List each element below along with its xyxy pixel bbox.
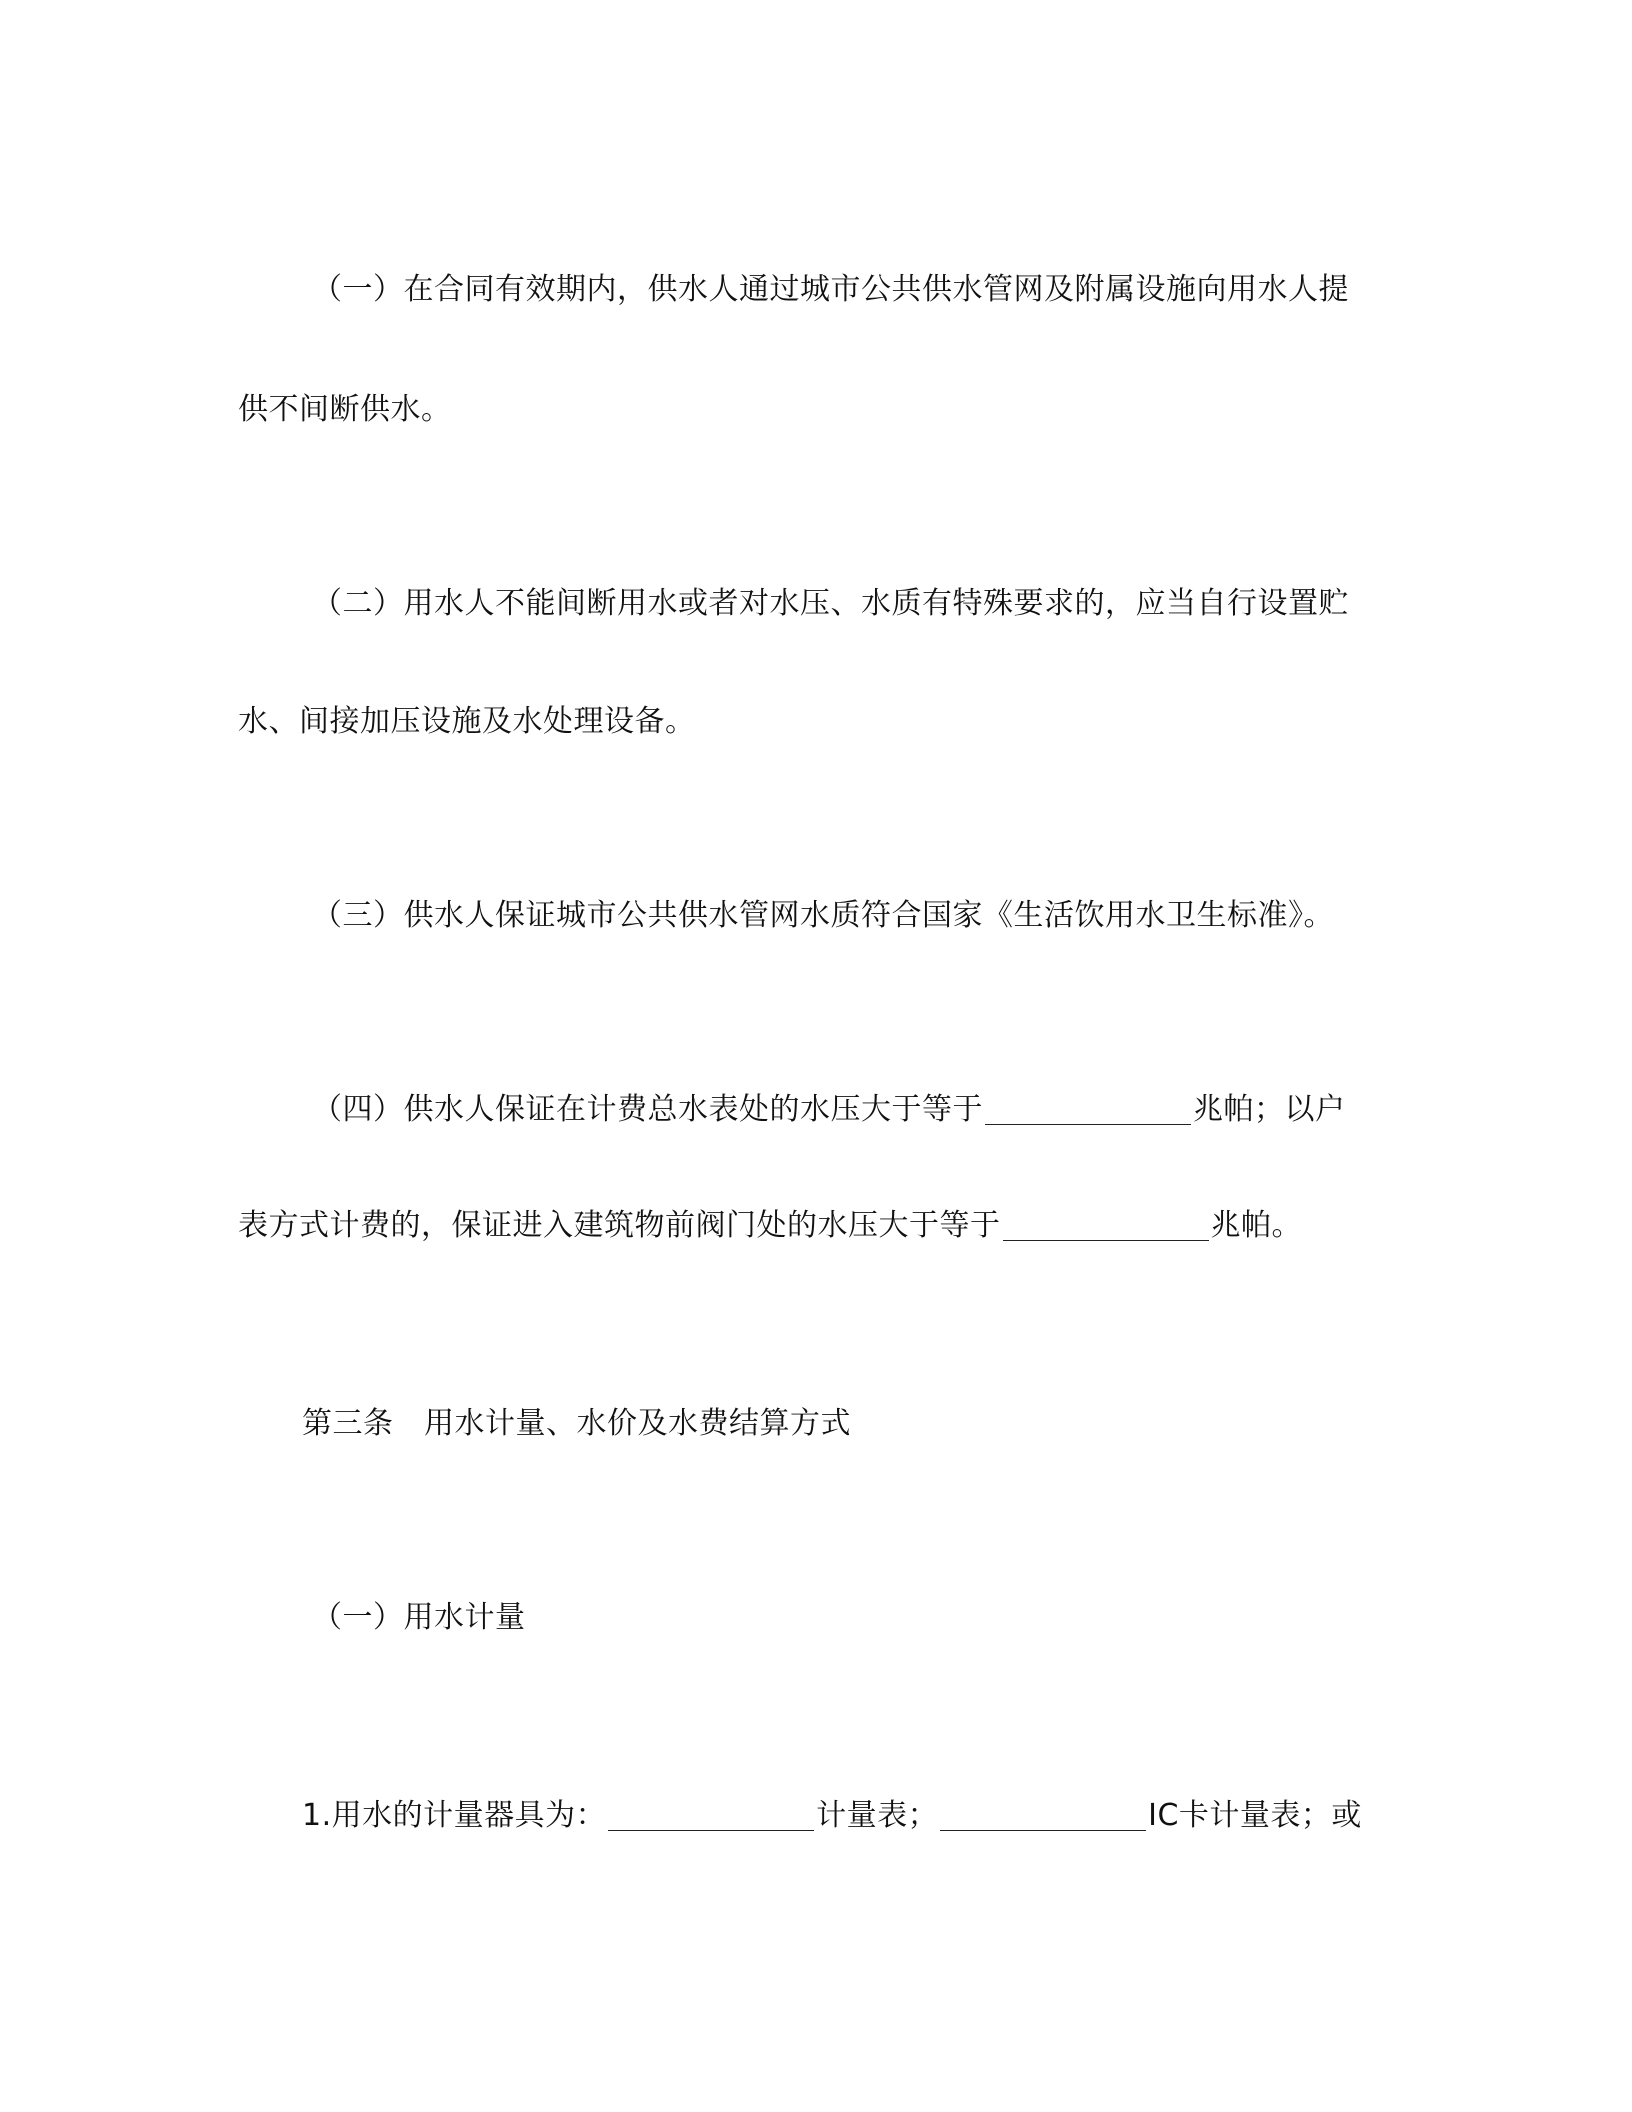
meter-type-blank-1[interactable]: [608, 1800, 814, 1831]
item-1-line: [302, 1796, 1362, 1836]
pressure-blank-1[interactable]: [985, 1094, 1191, 1125]
para-1-line-2: 供不间断供水。: [238, 392, 452, 427]
para-4-line-1-text-a: （四）供水人保证在计费总水表处的水压大于等于: [312, 1092, 983, 1127]
article-3-heading: 第三条 用水计量、水价及水费结算方式: [302, 1406, 851, 1441]
para-1-line-1: （一）在合同有效期内，供水人通过城市公共供水管网及附属设施向用水人提: [312, 272, 1349, 307]
para-2-line-2: 水、间接加压设施及水处理设备。: [238, 704, 696, 739]
para-4-line-1-text-b: 兆帕；以户: [1193, 1092, 1346, 1127]
para-4-line-2-text-b: 兆帕。: [1210, 1208, 1302, 1243]
item-1-text-b: 计量表；: [816, 1798, 939, 1833]
para-2-line-1: （二）用水人不能间断用水或者对水压、水质有特殊要求的，应当自行设置贮: [312, 586, 1349, 621]
para-4-line-2: [238, 1206, 1302, 1246]
pressure-blank-2[interactable]: [1003, 1210, 1209, 1241]
para-4-line-2-text-a: 表方式计费的，保证进入建筑物前阀门处的水压大于等于: [238, 1208, 1001, 1243]
meter-type-blank-2[interactable]: [940, 1800, 1146, 1831]
item-1-text-c: IC卡计量表；或: [1148, 1798, 1362, 1833]
para-3-line-1: （三）供水人保证城市公共供水管网水质符合国家《生活饮用水卫生标准》。: [312, 898, 1334, 933]
subsection-1-heading: （一）用水计量: [312, 1600, 526, 1635]
item-1-text-a: 1.用水的计量器具为：: [302, 1798, 607, 1833]
para-4-line-1: [312, 1090, 1346, 1130]
